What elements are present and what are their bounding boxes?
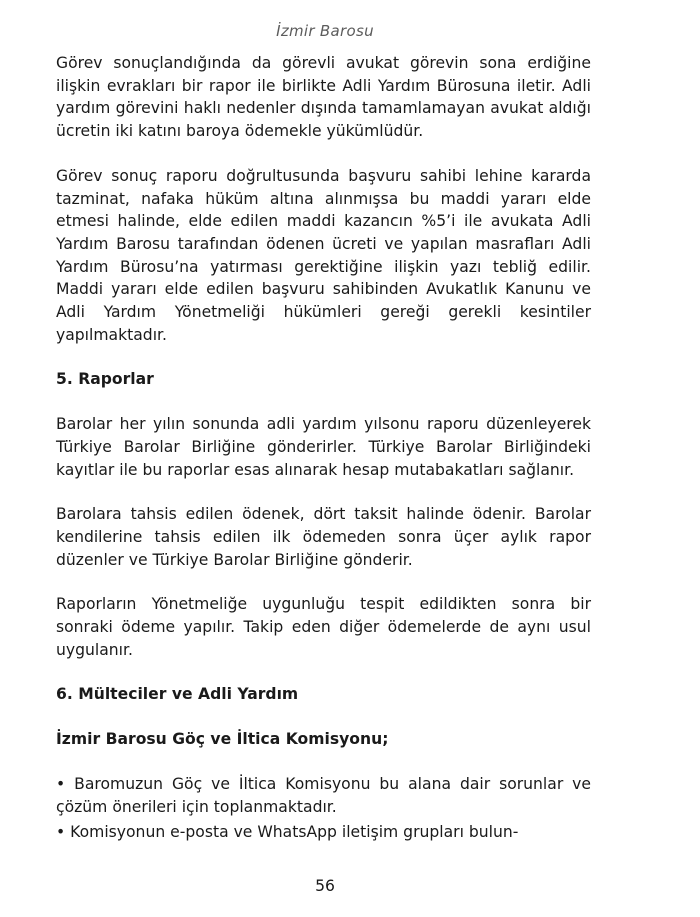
paragraph-spacer (56, 751, 591, 773)
paragraph-spacer (56, 481, 591, 503)
paragraph-spacer (56, 346, 591, 368)
page-number: 56 (315, 877, 335, 895)
page-body (56, 52, 591, 844)
paragraph-spacer (56, 661, 591, 683)
paragraph-next-payment: Raporların Yönetmeliğe uygunluğu tespit edildikten sonra bir sonraki ödeme yapılır. Takip eden diğer ödemelerde de aynı usul uygulanır. (56, 595, 591, 659)
paragraph-compensation-deduction: Görev sonuç raporu doğrultusunda başvuru sahibi lehine kararda tazminat, nafaka hüküm altına alınmışsa bu maddi yararı elde etmesi halinde, elde edilen maddi kazancın %5’i ile avukata Adli Yardım Barosu tarafından ödenen ücreti ve yapılan masrafları Adli Yardım Bürosu’na yatırması gerektiğine ilişkin yazı tebliğ edilir. Maddi yararı elde edilen başvuru sahibinden Avukatlık Kanunu ve Adli Yardım Yönetmeliği hükümleri gereği gerekli kesintiler yapılmaktadır. (56, 166, 591, 344)
subheading-migration-commission: İzmir Barosu Göç ve İltica Komisyonu; (56, 730, 389, 749)
paragraph-spacer (56, 143, 591, 165)
paragraph-annual-report: Barolar her yılın sonunda adli yardım yılsonu raporu düzenleyerek Türkiye Barolar Birliğine gönderirler. Türkiye Barolar Birliğindeki kayıtlar ile bu raporlar esas alınarak hesap mutabakatları sağlanır. (56, 415, 591, 479)
bullet-item-communication-groups: • Komisyonun e-posta ve WhatsApp iletişim grupları bulun- (56, 823, 519, 842)
section-heading-refugees: 6. Mülteciler ve Adli Yardım (56, 685, 299, 704)
paragraph-spacer (56, 391, 591, 413)
paragraph-installments: Barolara tahsis edilen ödenek, dört taksit halinde ödenir. Barolar kendilerine tahsis edilen ilk ödemeden sonra üçer aylık rapor düzenler ve Türkiye Barolar Birliğine gönderir. (56, 505, 591, 569)
bullet-item-commission-meets: • Baromuzun Göç ve İltica Komisyonu bu alana dair sorunlar ve çözüm önerileri için toplanmaktadır. (56, 774, 591, 816)
paragraph-spacer (56, 571, 591, 593)
section-heading-reports: 5. Raporlar (56, 370, 154, 389)
paragraph-report-submission: Görev sonuçlandığında da görevli avukat görevin sona erdiğine ilişkin evrakları bir rapor ile birlikte Adli Yardım Bürosuna iletir. Adli yardım görevini haklı nedenler dışında tamamlamayan avukat aldığı ücretin iki katını baroya ödemekle yükümlüdür. (56, 54, 591, 141)
running-header: İzmir Barosu (276, 22, 374, 40)
paragraph-spacer (56, 706, 591, 728)
